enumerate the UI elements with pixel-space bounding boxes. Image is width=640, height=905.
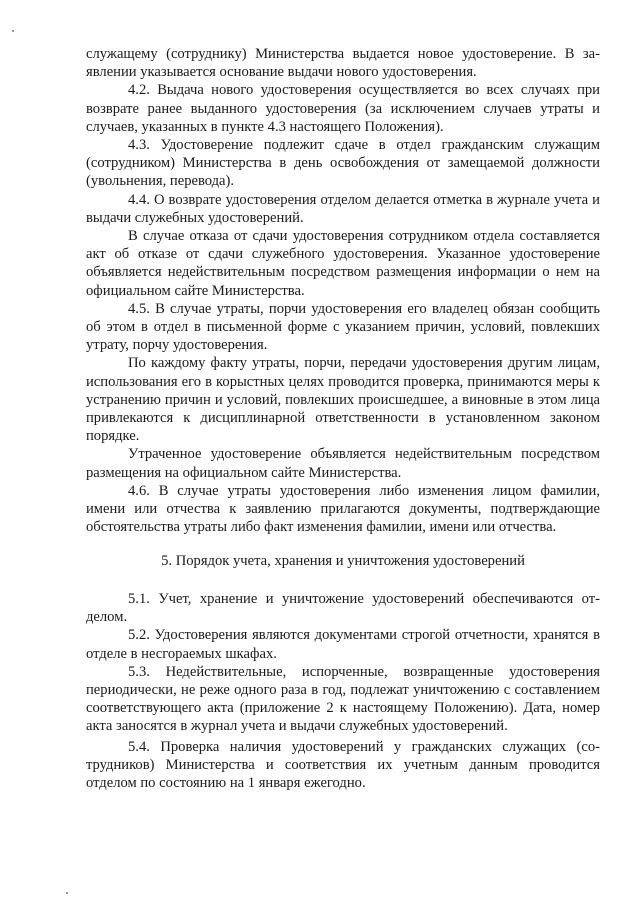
paragraph-5-2: 5.2. Удостоверения являются документами строгой отчетности, хранятся в отделе в несгораемых шкафах. (86, 627, 600, 662)
paragraph-refusal: В случае отказа от сдачи удостоверения сотрудником отдела составляется акт об отказе от сдачи служебного удостоверения. Указанное удостоверение объявляется недействительным посредством размещения информации о нем на официальном сайте Министерства. (86, 228, 600, 299)
paragraph-4-4: 4.4. О возврате удостоверения отделом делается отметка в журнале учета и выдачи служебных удостоверений. (86, 191, 600, 226)
paragraph-4-3: 4.3. Удостоверение подлежит сдаче в отдел гражданским служащим (сотрудником) Министерства в день освобождения от замещаемой должности (увольнения, перевода). (86, 137, 600, 190)
paragraph-4-2: 4.2. Выдача нового удостоверения осуществляется во всех случаях при возврате ранее выданного удостоверения (за исключением случаев утраты и случаев, указанных в пункте 4.3 настоящего Положения). (86, 82, 600, 135)
top-text-block (86, 45, 600, 536)
paragraph-continuation: служащему (сотруднику) Министерства выдается новое удостоверение. В заявлении указывается основание выдачи нового удостоверения. (86, 46, 600, 81)
paragraph-4-6: 4.6. В случае утраты удостоверения либо изменения лицом фамилии, имени или отчества к заявлению прилагаются документы, подтверждающие обстоятельства утраты либо факт изменения фамилии, имени или отчества. (86, 482, 600, 536)
paragraph-5-4: 5.4. Проверка наличия удостоверений у гражданских служащих (сотрудников) Министерства и соответствия их учетным данным проводится отделом по состоянию на 1 января ежегодно. (86, 738, 600, 792)
paragraph-5-3: 5.3. Недействительные, испорченные, возвращенные удостоверения периодически, не реже одного раза в год, подлежат уничтожению с составлением соответствующего акта (приложение 2 к настоящему Положению). Дата, номер акта заносятся в журнал учета и выдачи служебных удостоверений. (86, 663, 600, 735)
scan-speck (12, 30, 14, 32)
scan-speck (66, 892, 68, 894)
bottom-text-block (86, 590, 600, 792)
section-heading: 5. Порядок учета, хранения и уничтожения удостоверений (161, 553, 525, 569)
paragraph-investigation: По каждому факту утраты, порчи, передачи удостоверения другим лицам, использования его в корыстных целях проводится проверка, принимаются меры к устранению причин и условий, повлекших происшедшее, а виновные в этом лица привлекаются к дисциплинарной ответственности в установленном законом порядке. (86, 355, 600, 445)
paragraph-5-1: 5.1. Учет, хранение и уничтожение удостоверений обеспечиваются отделом. (86, 591, 600, 626)
paragraph-4-5: 4.5. В случае утраты, порчи удостоверения его владелец обязан сообщить об этом в отдел в письменной форме с указанием причин, условий, повлекших утрату, порчу удостоверения. (86, 300, 600, 354)
paragraph-lost-invalid: Утраченное удостоверение объявляется недействительным посредством размещения на официальном сайте Министерства. (86, 446, 600, 481)
